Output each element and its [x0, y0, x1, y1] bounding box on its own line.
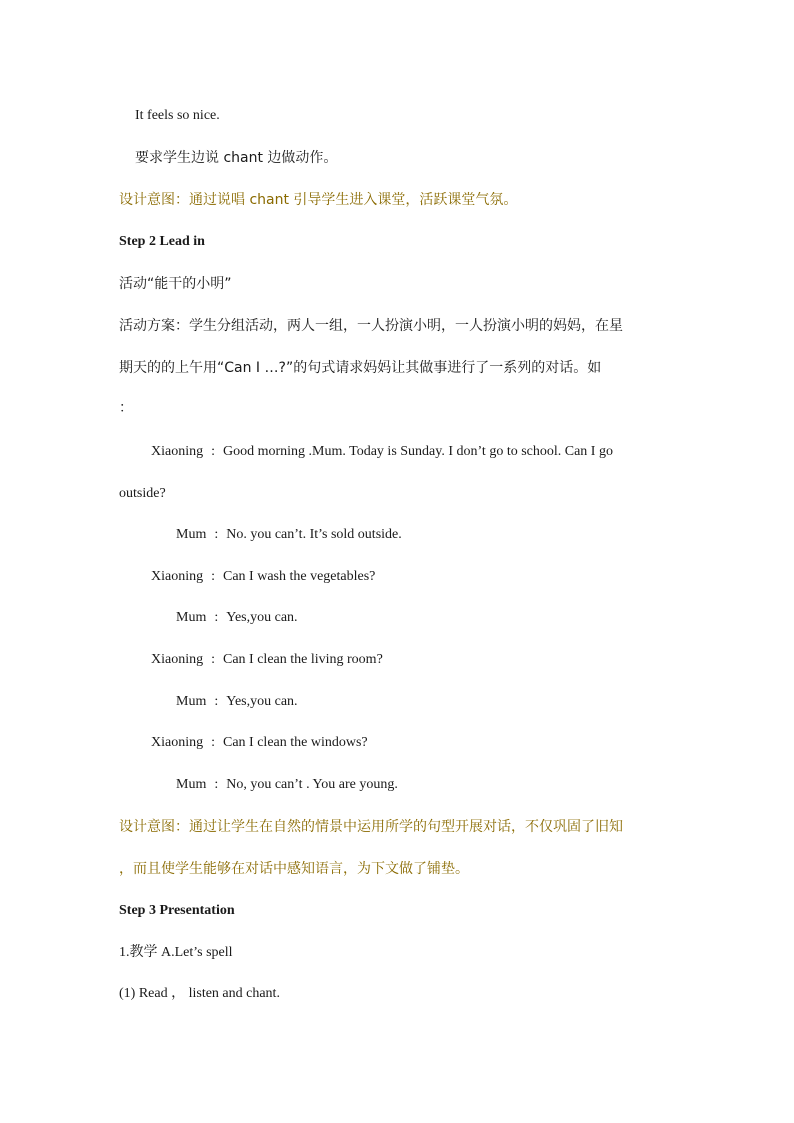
speaker-name: Mum	[176, 777, 207, 792]
dialogue-text: No. you can’t. It’s sold outside.	[226, 527, 402, 542]
chant-line: It feels so nice.	[135, 108, 220, 123]
dialogue-line	[176, 775, 398, 795]
speaker-name: Mum	[176, 610, 207, 625]
design-intent-2-line-1: 设计意图：通过让学生在自然的情景中运用所学的句型开展对话，不仅巩固了旧知	[119, 819, 623, 835]
dialogue-text: Can I clean the living room?	[223, 652, 383, 667]
colon: :	[214, 610, 219, 625]
activity-title: 活动“能干的小明”	[119, 276, 232, 292]
teaching-item-1: 1.教学 A.Let’s spell	[119, 945, 233, 960]
colon: :	[214, 777, 219, 792]
dialogue-line	[151, 650, 383, 670]
design-intent-1: 设计意图：通过说唱 chant 引导学生进入课堂，活跃课堂气氛。	[119, 192, 518, 208]
dialogue-line	[151, 442, 613, 462]
dialogue-line	[151, 733, 368, 753]
design-intent-2-line-2: ，而且使学生能够在对话中感知语言，为下文做了铺垫。	[119, 861, 469, 877]
activity-plan-line-2: 期天的的上午用“Can I …?”的句式请求妈妈让其做事进行了一系列的对话。如	[119, 360, 602, 376]
dialogue-line	[176, 692, 298, 712]
colon: :	[211, 652, 215, 667]
speaker-name: Xiaoning	[151, 735, 204, 750]
dialogue-line	[176, 525, 402, 545]
activity-plan-line-1: 活动方案：学生分组活动，两人一组，一人扮演小明，一人扮演小明的妈妈，在星	[119, 318, 623, 334]
step-2-heading: Step 2 Lead in	[119, 234, 205, 249]
dialogue-text: Good morning .Mum. Today is Sunday. I don’t go to school. Can I go	[223, 444, 613, 459]
instruction-line: 要求学生边说 chant 边做动作。	[135, 150, 338, 166]
speaker-name: Xiaoning	[151, 569, 204, 584]
teaching-subitem-1: (1) Read ， listen and chant.	[119, 986, 280, 1001]
colon: :	[211, 444, 215, 459]
dialogue-text: Can I wash the vegetables?	[223, 569, 376, 584]
speaker-name: Mum	[176, 527, 207, 542]
step-3-heading: Step 3 Presentation	[119, 903, 235, 918]
colon: :	[214, 527, 219, 542]
dialogue-line	[176, 608, 298, 628]
dialogue-text: No, you can’t . You are young.	[226, 777, 398, 792]
colon: :	[211, 735, 215, 750]
dialogue-text: Can I clean the windows?	[223, 735, 368, 750]
dialogue-text: Yes,you can.	[226, 610, 298, 625]
speaker-name: Xiaoning	[151, 652, 204, 667]
colon: :	[211, 569, 215, 584]
activity-plan-line-3: ：	[119, 400, 133, 416]
speaker-name: Mum	[176, 694, 207, 709]
dialogue-continuation: outside?	[119, 486, 166, 501]
speaker-name: Xiaoning	[151, 444, 204, 459]
dialogue-text: Yes,you can.	[226, 694, 298, 709]
dialogue-line	[151, 567, 375, 587]
colon: :	[214, 694, 219, 709]
